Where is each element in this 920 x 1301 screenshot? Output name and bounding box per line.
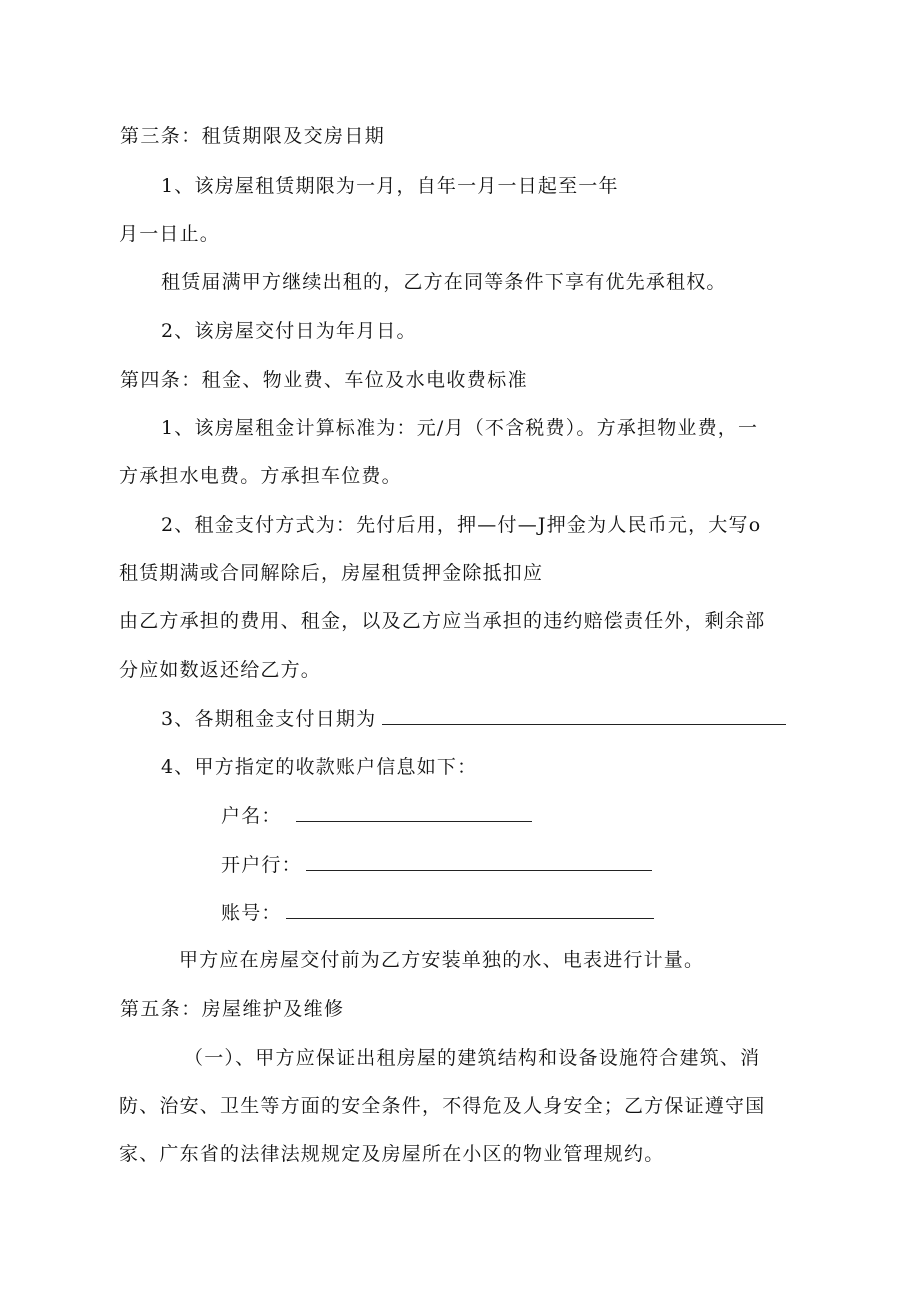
payment-date-label: 3、各期租金支付日期为 <box>161 708 377 730</box>
article-3-clause-1-line-1: 1、该房屋租赁期限为一月，自年一月一日起至一年 <box>161 175 619 197</box>
account-name-blank <box>296 803 532 822</box>
account-name-row <box>221 803 532 828</box>
article-4-clause-2-line-4: 分应如数返还给乙方。 <box>119 659 322 681</box>
article-4-clause-2-line-2: 租赁期满或合同解除后，房屋租赁押金除抵扣应 <box>119 562 544 584</box>
account-name-label: 户名： <box>221 805 282 827</box>
article-4-clause-3 <box>161 706 786 731</box>
article-3-renewal-paragraph: 租赁届满甲方继续出租的，乙方在同等条件下享有优先承租权。 <box>161 271 727 293</box>
article-3-clause-2: 2、该房屋交付日为年月日。 <box>161 320 417 342</box>
article-4-clause-2-line-3: 由乙方承担的费用、租金，以及乙方应当承担的违约赔偿责任外，剩余部 <box>119 610 766 632</box>
article-4-clause-1-line-2: 方承担水电费。方承担车位费。 <box>119 465 402 487</box>
account-number-row <box>221 900 654 925</box>
article-5-clause-1-line-3: 家、广东省的法律法规规定及房屋所在小区的物业管理规约。 <box>119 1143 665 1165</box>
article-3-heading: 第三条：租赁期限及交房日期 <box>120 125 386 147</box>
article-4-clause-2-line-1: 2、租金支付方式为：先付后用，押—付—J押金为人民币元，大写o <box>161 514 762 536</box>
article-4-clause-1-line-1: 1、该房屋租金计算标准为：元/月（不含税费）。方承担物业费，一 <box>161 417 759 439</box>
article-5-clause-1-line-2: 防、治安、卫生等方面的安全条件，不得危及人身安全；乙方保证遵守国 <box>119 1095 766 1117</box>
account-number-blank <box>286 900 654 919</box>
bank-blank <box>306 852 652 871</box>
article-4-meter-paragraph: 甲方应在房屋交付前为乙方安装单独的水、电表进行计量。 <box>179 949 705 971</box>
bank-row <box>221 852 652 877</box>
payment-date-blank <box>382 706 786 725</box>
article-3-clause-1-line-2: 月一日止。 <box>119 223 221 245</box>
article-4-heading: 第四条：租金、物业费、车位及水电收费标准 <box>120 369 529 391</box>
article-4-clause-4: 4、甲方指定的收款账户信息如下： <box>161 756 478 778</box>
article-5-heading: 第五条：房屋维护及维修 <box>120 998 345 1020</box>
account-number-label: 账号： <box>221 902 282 924</box>
article-5-clause-1-line-1: （一）、甲方应保证出租房屋的建筑结构和设备设施符合建筑、消 <box>184 1047 761 1069</box>
bank-label: 开户行： <box>221 854 302 876</box>
